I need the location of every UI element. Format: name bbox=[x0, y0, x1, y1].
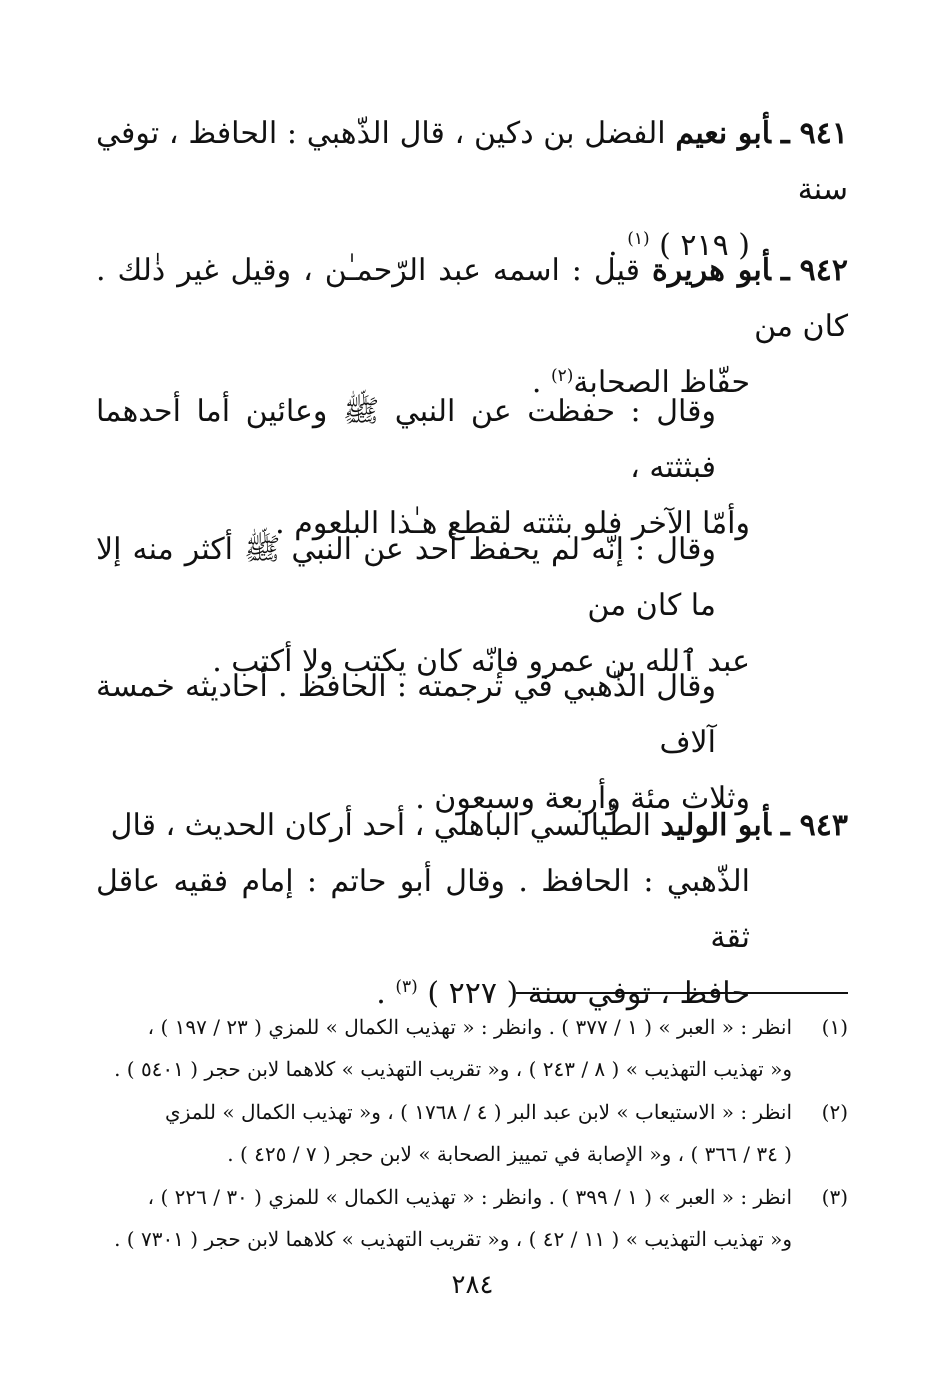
paragraph-line-1: وقال : إنّه لم يحفظ أحد عن النبي ﷺ أكثر منه إلا ما كان من bbox=[96, 532, 716, 623]
entry-end: . bbox=[531, 365, 542, 400]
entry-dash: ـ bbox=[780, 808, 790, 843]
entry-text: الفضل بن دكين ، قال الذّهبي : الحافظ ، توفي سنة bbox=[96, 116, 848, 207]
entry-dash: ـ bbox=[780, 253, 790, 288]
footnote-2 bbox=[96, 1091, 848, 1175]
footnote-number: (٢) bbox=[821, 1100, 848, 1124]
footnote-line-2: و« تهذيب التهذيب » ( ٨ / ٢٤٣ ) ، و« تقريب التهذيب » كلاهما لابن حجر ( ٥٤٠١ ) . bbox=[114, 1057, 792, 1081]
footnote-line-1: انظر : « الاستيعاب » لابن عبد البر ( ٤ / ١٧٦٨ ) ، و« تهذيب الكمال » للمزي bbox=[165, 1100, 792, 1124]
paragraph-line-2: وأمّا الآخر فلو بثثته لقطع هـٰذا البلعوم . bbox=[275, 506, 750, 541]
entry-year: ( ٢١٩ ) bbox=[659, 228, 750, 263]
entry-end: . bbox=[376, 976, 386, 1011]
paragraph-line-2: وثلاث مئة وأربعة وسبعون . bbox=[415, 781, 750, 816]
entry-end: . bbox=[608, 228, 618, 263]
footnote-ref: (١) bbox=[627, 229, 650, 249]
entry-name: أبو نعيم bbox=[675, 116, 771, 151]
footnote-line-2: و« تهذيب التهذيب » ( ١١ / ٤٢ ) ، و« تقريب التهذيب » كلاهما لابن حجر ( ٧٣٠١ ) . bbox=[114, 1227, 792, 1251]
page-number: ٢٨٤ bbox=[451, 1270, 494, 1300]
paragraph-line-1: وقال الذّهبي في ترجمته : الحافظ . أحاديثه خمسة آلاف bbox=[96, 669, 716, 760]
entry-name: أبو هريرة bbox=[651, 253, 771, 288]
footnote-3 bbox=[96, 1176, 848, 1260]
footnote-1 bbox=[96, 1006, 848, 1090]
footnote-line-1: انظر : « العبر » ( ١ / ٣٩٩ ) . وانظر : « تهذيب الكمال » للمزي ( ٣٠ / ٢٢٦ ) ، bbox=[147, 1185, 792, 1209]
paragraph-line-1: وقال : حفظت عن النبي ﷺ وعائين أما أحدهما فبثثته ، bbox=[96, 394, 716, 485]
footnote-number: (١) bbox=[821, 1015, 848, 1039]
entry-continuation: الذّهبي : الحافظ . وقال أبو حاتم : إمام فقيه عاقل ثقة bbox=[96, 864, 750, 955]
footnote-line-2: ( ٣٤ / ٣٦٦ ) ، و« الإصابة في تمييز الصحابة » لابن حجر ( ٧ / ٤٢٥ ) . bbox=[227, 1142, 792, 1166]
entry-943 bbox=[96, 798, 848, 1022]
entry-text: الطّيالسي الباهلي ، أحد أركان الحديث ، قال bbox=[110, 808, 651, 843]
footnote-number: (٣) bbox=[821, 1185, 848, 1209]
entry-year: حافظ ، توفي سنة ( ٢٢٧ ) bbox=[427, 976, 750, 1011]
footnote-ref: (٢) bbox=[551, 366, 574, 386]
entry-text-2: حفّاظ الصحابة bbox=[573, 365, 750, 400]
entry-number: ٩٤٣ bbox=[799, 808, 848, 843]
entry-dash: ـ bbox=[780, 116, 790, 151]
footnote-ref: (٣) bbox=[395, 977, 418, 997]
entry-name: أبو الوليد bbox=[660, 808, 771, 843]
entry-number: ٩٤٢ bbox=[799, 253, 848, 288]
entry-number: ٩٤١ bbox=[799, 116, 848, 151]
footnote-line-1: انظر : « العبر » ( ١ / ٣٧٧ ) . وانظر : « تهذيب الكمال » للمزي ( ٢٣ / ١٩٧ ) ، bbox=[147, 1015, 792, 1039]
paragraph-line-2: عبد ٱلله بن عمرو فإنّه كان يكتب ولا أكتب . bbox=[212, 644, 750, 679]
footnote-separator bbox=[516, 992, 848, 994]
entry-text: قيل : اسمه عبد الرّحمـٰن ، وقيل غير ذٰلك . كان من bbox=[96, 253, 848, 344]
